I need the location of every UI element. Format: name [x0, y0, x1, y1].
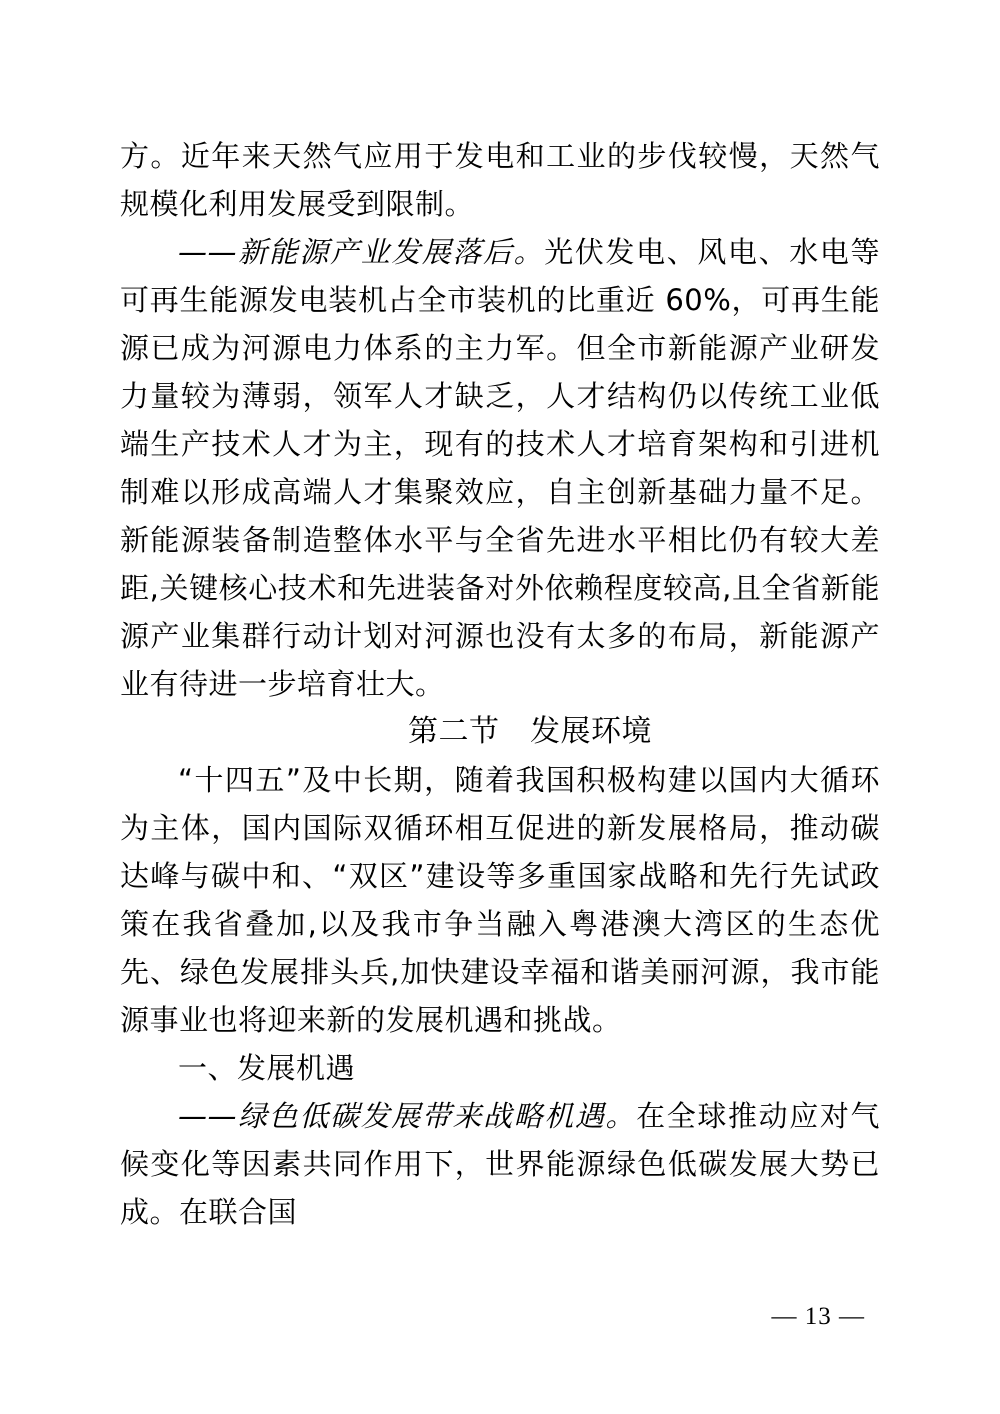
paragraph-body-text: 在全球推动应对气候变化等因素共同作用下，世界能源绿色低碳发展大势已成。在联合国 [120, 1099, 880, 1229]
paragraph-green-development [120, 1092, 880, 1236]
subheading-opportunity: 一、发展机遇 [178, 1051, 356, 1085]
page-number: — 13 — [771, 1303, 865, 1330]
paragraph-natural-gas: 方。近年来天然气应用于发电和工业的步伐较慢，天然气规模化利用发展受到限制。 [120, 139, 880, 221]
body-text [120, 132, 880, 1236]
section-heading: 第二节 发展环境 [408, 714, 652, 749]
paragraph-lead-emphasis: ——新能源产业发展落后。 [178, 235, 545, 269]
paragraph-new-energy [120, 228, 880, 708]
paragraph-body-text: 光伏发电、风电、水电等可再生能源发电装机占全市装机的比重近 60%，可再生能源已成为河源电力体系的主力军。但全市新能源产业研发力量较为薄弱，领军人才缺乏，人才结构仍以传统工业低端生产技术人才为主，现有的技术人才培育架构和引进机制难以形成高端人才集聚效应，自主创新基础力量不足。新能源装备制造整体水平与全省先进水平相比仍有较大差距,关键核心技术和先进装备对外依赖程度较高,且全省新能源产业集群行动计划对河源也没有太多的布局，新能源产业有待进一步培育壮大。 [120, 235, 880, 701]
paragraph-lead-emphasis: ——绿色低碳发展带来战略机遇。 [178, 1099, 637, 1133]
paragraph-shisiwu: “十四五”及中长期，随着我国积极构建以国内大循环为主体，国内国际双循环相互促进的新发展格局，推动碳达峰与碳中和、“双区”建设等多重国家战略和先行先试政策在我省叠加,以及我市争当融入粤港澳大湾区的生态优先、绿色发展排头兵,加快建设幸福和谐美丽河源，我市能源事业也将迎来新的发展机遇和挑战。 [120, 763, 880, 1037]
